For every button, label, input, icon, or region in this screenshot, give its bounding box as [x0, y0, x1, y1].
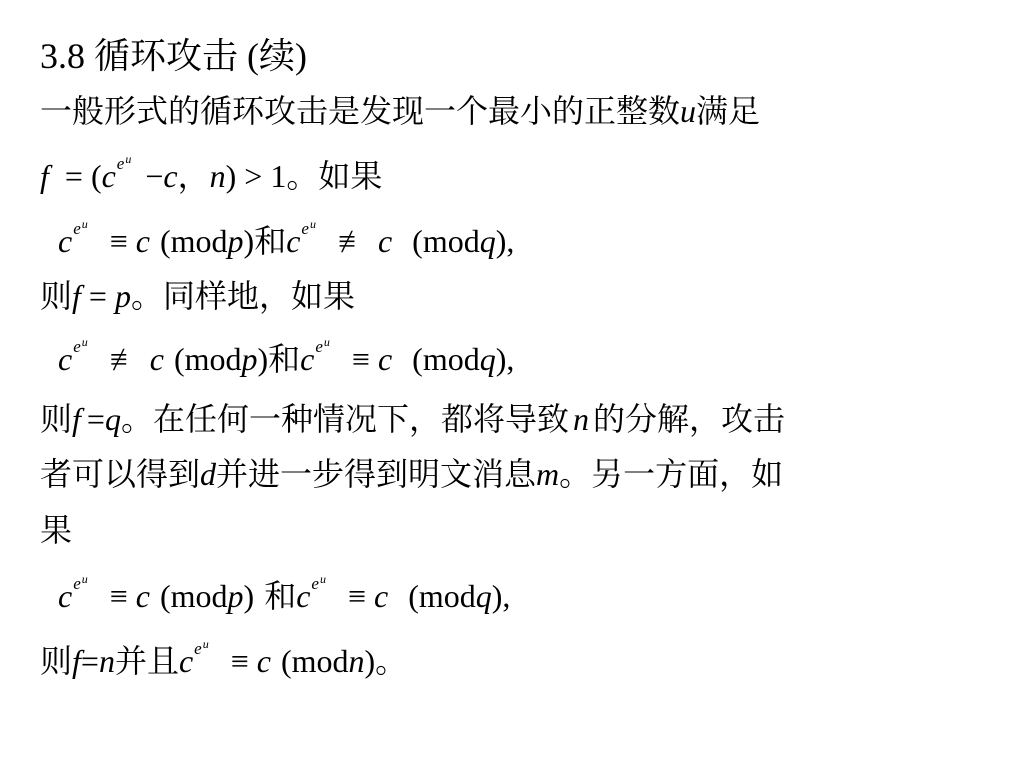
mod-close: )	[243, 223, 255, 259]
congruent-sign-2: ≡	[347, 578, 367, 614]
var-c2: c	[286, 223, 301, 259]
rhs-c: c	[135, 578, 150, 614]
line7-text-c: 。另一方面，如	[559, 456, 784, 492]
var-c: c	[178, 643, 194, 679]
rhs-c: c	[149, 341, 164, 377]
var-c: c	[58, 223, 73, 259]
var-n: n	[572, 401, 589, 437]
rhs-c2: c	[374, 578, 389, 614]
var-c2: c	[163, 158, 178, 194]
var-c2: c	[296, 578, 311, 614]
var-f: f	[40, 158, 49, 194]
mod-open: (mod	[160, 223, 228, 259]
line7-text-b: 并进一步得到明文消息	[216, 456, 537, 492]
rhs-c: c	[135, 223, 150, 259]
line6-text-b: 的分解，攻击	[592, 401, 785, 437]
then-word: 则	[40, 401, 73, 437]
greater-than-sign: >	[244, 158, 263, 194]
mod-var-p: p	[227, 578, 244, 614]
congruent-sign: ≡	[230, 643, 249, 679]
var-q: q	[104, 401, 121, 437]
then-word: 则	[40, 643, 73, 679]
number-one: 1	[270, 158, 287, 194]
line2-tail: 。如果	[286, 158, 383, 194]
mod2-close: ),	[495, 341, 515, 377]
exponent-2: $e^u$	[311, 572, 326, 593]
mod2-close: ),	[491, 578, 511, 614]
mod-var-p: p	[227, 223, 244, 259]
congruent-sign: ≡	[109, 578, 128, 614]
var-n: n	[209, 158, 226, 194]
var-u: u	[680, 93, 697, 129]
exponent: $e^u$	[73, 217, 88, 238]
mod-close: )	[257, 341, 269, 377]
mod-var-q: q	[479, 341, 496, 377]
intro-text-a: 一般形式的循环攻击是发现一个最小的正整数	[40, 93, 681, 129]
equals-sign: =	[64, 158, 83, 194]
and-word: 和	[264, 578, 297, 614]
var-m: m	[536, 456, 560, 492]
then-word: 则	[40, 278, 73, 314]
exponent: $e^u$	[73, 335, 88, 356]
line8-text: 果	[40, 512, 73, 548]
left-paren: (	[90, 158, 102, 194]
line4-tail: 。同样地，如果	[130, 278, 355, 314]
var-p: p	[114, 278, 131, 314]
line6-text-a: 。在任何一种情况下，都将导致	[120, 401, 569, 437]
var-d: d	[200, 456, 217, 492]
congruence-case-3	[58, 572, 511, 614]
congruent-sign: ≡	[109, 223, 128, 259]
exponent: $e^u$	[194, 637, 209, 658]
mod-var-p: p	[241, 341, 258, 377]
var-c: c	[101, 158, 116, 194]
not-congruent-sign: ≢	[109, 341, 142, 377]
var-f: f	[72, 401, 81, 437]
var-f: f	[72, 643, 81, 679]
mod-var-q: q	[479, 223, 496, 259]
right-paren: )	[225, 158, 237, 194]
intro-text-b: 满足	[696, 93, 761, 129]
mod-open: (mod	[280, 643, 349, 679]
slide-title: 3.8 循环攻击 (续)	[40, 36, 307, 76]
var-c: c	[58, 341, 73, 377]
and-word: 和	[254, 223, 287, 259]
mod-var-n: n	[348, 643, 365, 679]
rhs-c2: c	[377, 341, 393, 377]
rhs-c2: c	[377, 223, 393, 259]
not-congruent-sign: ≢	[337, 223, 370, 259]
exponent-2: $e^u$	[301, 217, 316, 238]
mod2-open: (mod	[412, 223, 480, 259]
intro-line	[40, 95, 760, 127]
mod2-close: ),	[495, 223, 515, 259]
attacker-gets-d-line	[40, 458, 783, 490]
mod-open: (mod	[173, 341, 242, 377]
equals-sign: =	[88, 278, 107, 314]
mod-close: )	[243, 578, 255, 614]
rhs-c: c	[256, 643, 271, 679]
congruence-case-2	[58, 335, 515, 377]
minus-sign: −	[145, 158, 164, 194]
mod-open: (mod	[160, 578, 228, 614]
line7-text-a: 者可以得到	[40, 456, 201, 492]
var-f: f	[72, 278, 81, 314]
exponent: $e^u$	[116, 152, 132, 173]
mod-close: )。	[364, 643, 408, 679]
exponent-2: $e^u$	[315, 335, 330, 356]
var-c2: c	[300, 341, 315, 377]
result-f-equals-q	[40, 403, 785, 435]
var-c: c	[58, 578, 73, 614]
result-f-equals-p	[40, 280, 355, 312]
and-word: 和	[268, 341, 301, 377]
var-n: n	[98, 643, 115, 679]
comma: ，	[177, 158, 210, 194]
congruent-sign: ≡	[351, 341, 370, 377]
formula-gcd	[40, 152, 383, 194]
mod2-open: (mod	[412, 341, 480, 377]
mod-var-q: q	[475, 578, 492, 614]
congruence-case-1	[58, 217, 515, 259]
exponent: $e^u$	[73, 572, 88, 593]
equals-sign: =	[86, 401, 105, 437]
mod2-open: (mod	[408, 578, 476, 614]
equals-sign: =	[80, 643, 99, 679]
result-f-equals-n	[40, 637, 408, 679]
and-also-word: 并且	[114, 643, 179, 679]
